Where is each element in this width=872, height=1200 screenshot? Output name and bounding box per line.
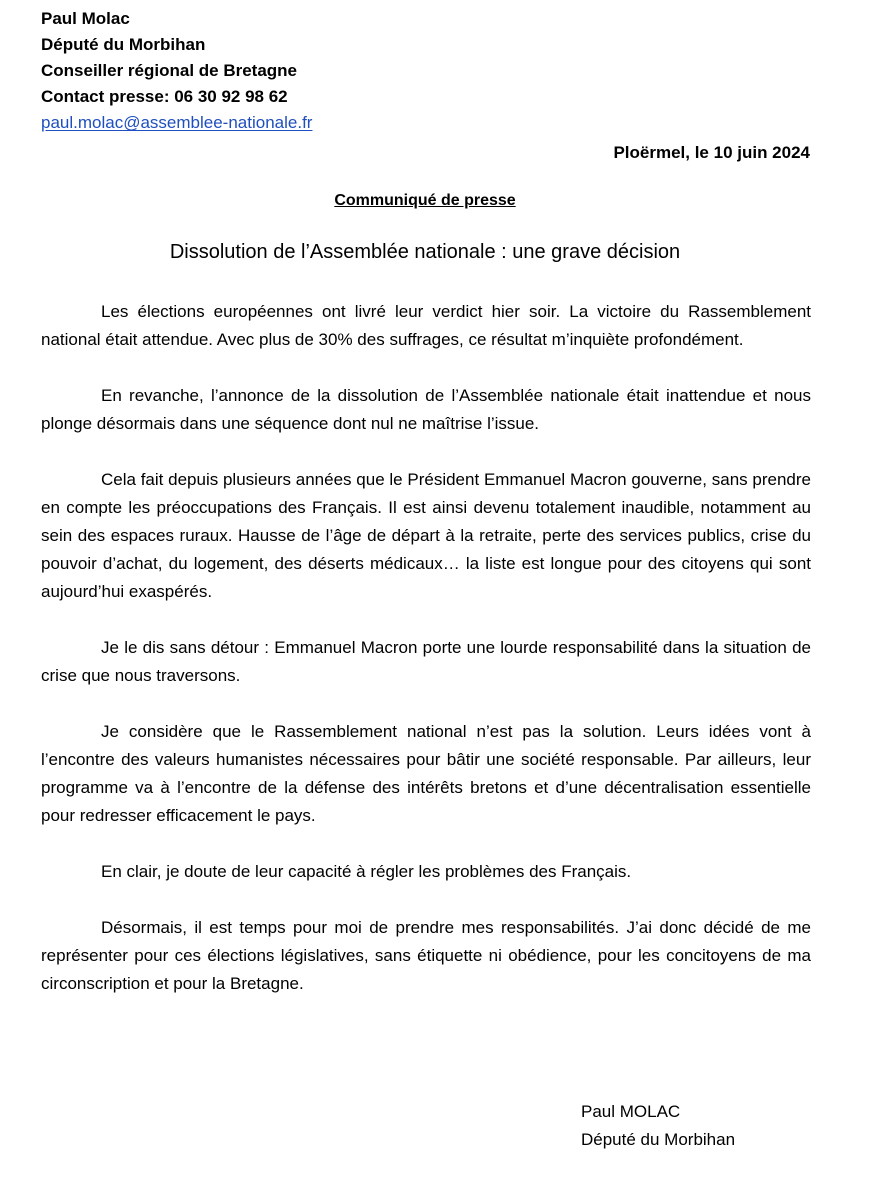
paragraph: Les élections européennes ont livré leur verdict hier soir. La victoire du Rassemblement national était attendue. Avec plus de 30% des suffrages, ce résultat m’inquiète profondément. (41, 302, 811, 349)
paragraph: Je le dis sans détour : Emmanuel Macron porte une lourde responsabilité dans la situation de crise que nous traversons. (41, 638, 811, 685)
paragraph: Désormais, il est temps pour moi de prendre mes responsabilités. J’ai donc décidé de me représenter pour ces élections législatives, sans étiquette ni obédience, pour les concitoyens de ma circonscription et pour la Bretagne. (41, 918, 811, 993)
signature-block (581, 1098, 735, 1154)
body-text (41, 298, 811, 1026)
email-link[interactable]: paul.molac@assemblee-nationale.fr (41, 113, 313, 132)
signature-role: Député du Morbihan (581, 1130, 736, 1149)
paragraph: En revanche, l’annonce de la dissolution de l’Assemblée nationale était inattendue et nous plonge désormais dans une séquence dont nul ne maîtrise l’issue. (41, 386, 811, 433)
press-release-label: Communiqué de presse (334, 192, 516, 209)
sender-council: Conseiller régional de Bretagne (41, 61, 298, 80)
sender-role: Député du Morbihan (41, 35, 206, 54)
paragraph: Je considère que le Rassemblement national n’est pas la solution. Leurs idées vont à l’encontre des valeurs humanistes nécessaires pour bâtir une société responsable. Par ailleurs, leur programme va à l’encontre de la défense des intérêts bretons et d’une décentralisation essentielle pour redresser efficacement le pays. (41, 722, 811, 825)
date-line: Ploërmel, le 10 juin 2024 (613, 143, 810, 162)
signature-name: Paul MOLAC (581, 1102, 681, 1121)
sender-block (41, 6, 312, 136)
document-title: Dissolution de l’Assemblée nationale : une grave décision (169, 241, 681, 263)
paragraph: Cela fait depuis plusieurs années que le Président Emmanuel Macron gouverne, sans prendre en compte les préoccupations des Français. Il est ainsi devenu totalement inaudible, notamment au sein des espaces ruraux. Hausse de l’âge de départ à la retraite, perte des services publics, crise du pouvoir d’achat, du logement, des déserts médicaux… la liste est longue pour des citoyens qui sont aujourd’hui exaspérés. (41, 470, 811, 601)
press-contact: Contact presse: 06 30 92 98 62 (41, 87, 288, 106)
paragraph: En clair, je doute de leur capacité à régler les problèmes des Français. (101, 862, 632, 881)
sender-name: Paul Molac (41, 9, 130, 28)
